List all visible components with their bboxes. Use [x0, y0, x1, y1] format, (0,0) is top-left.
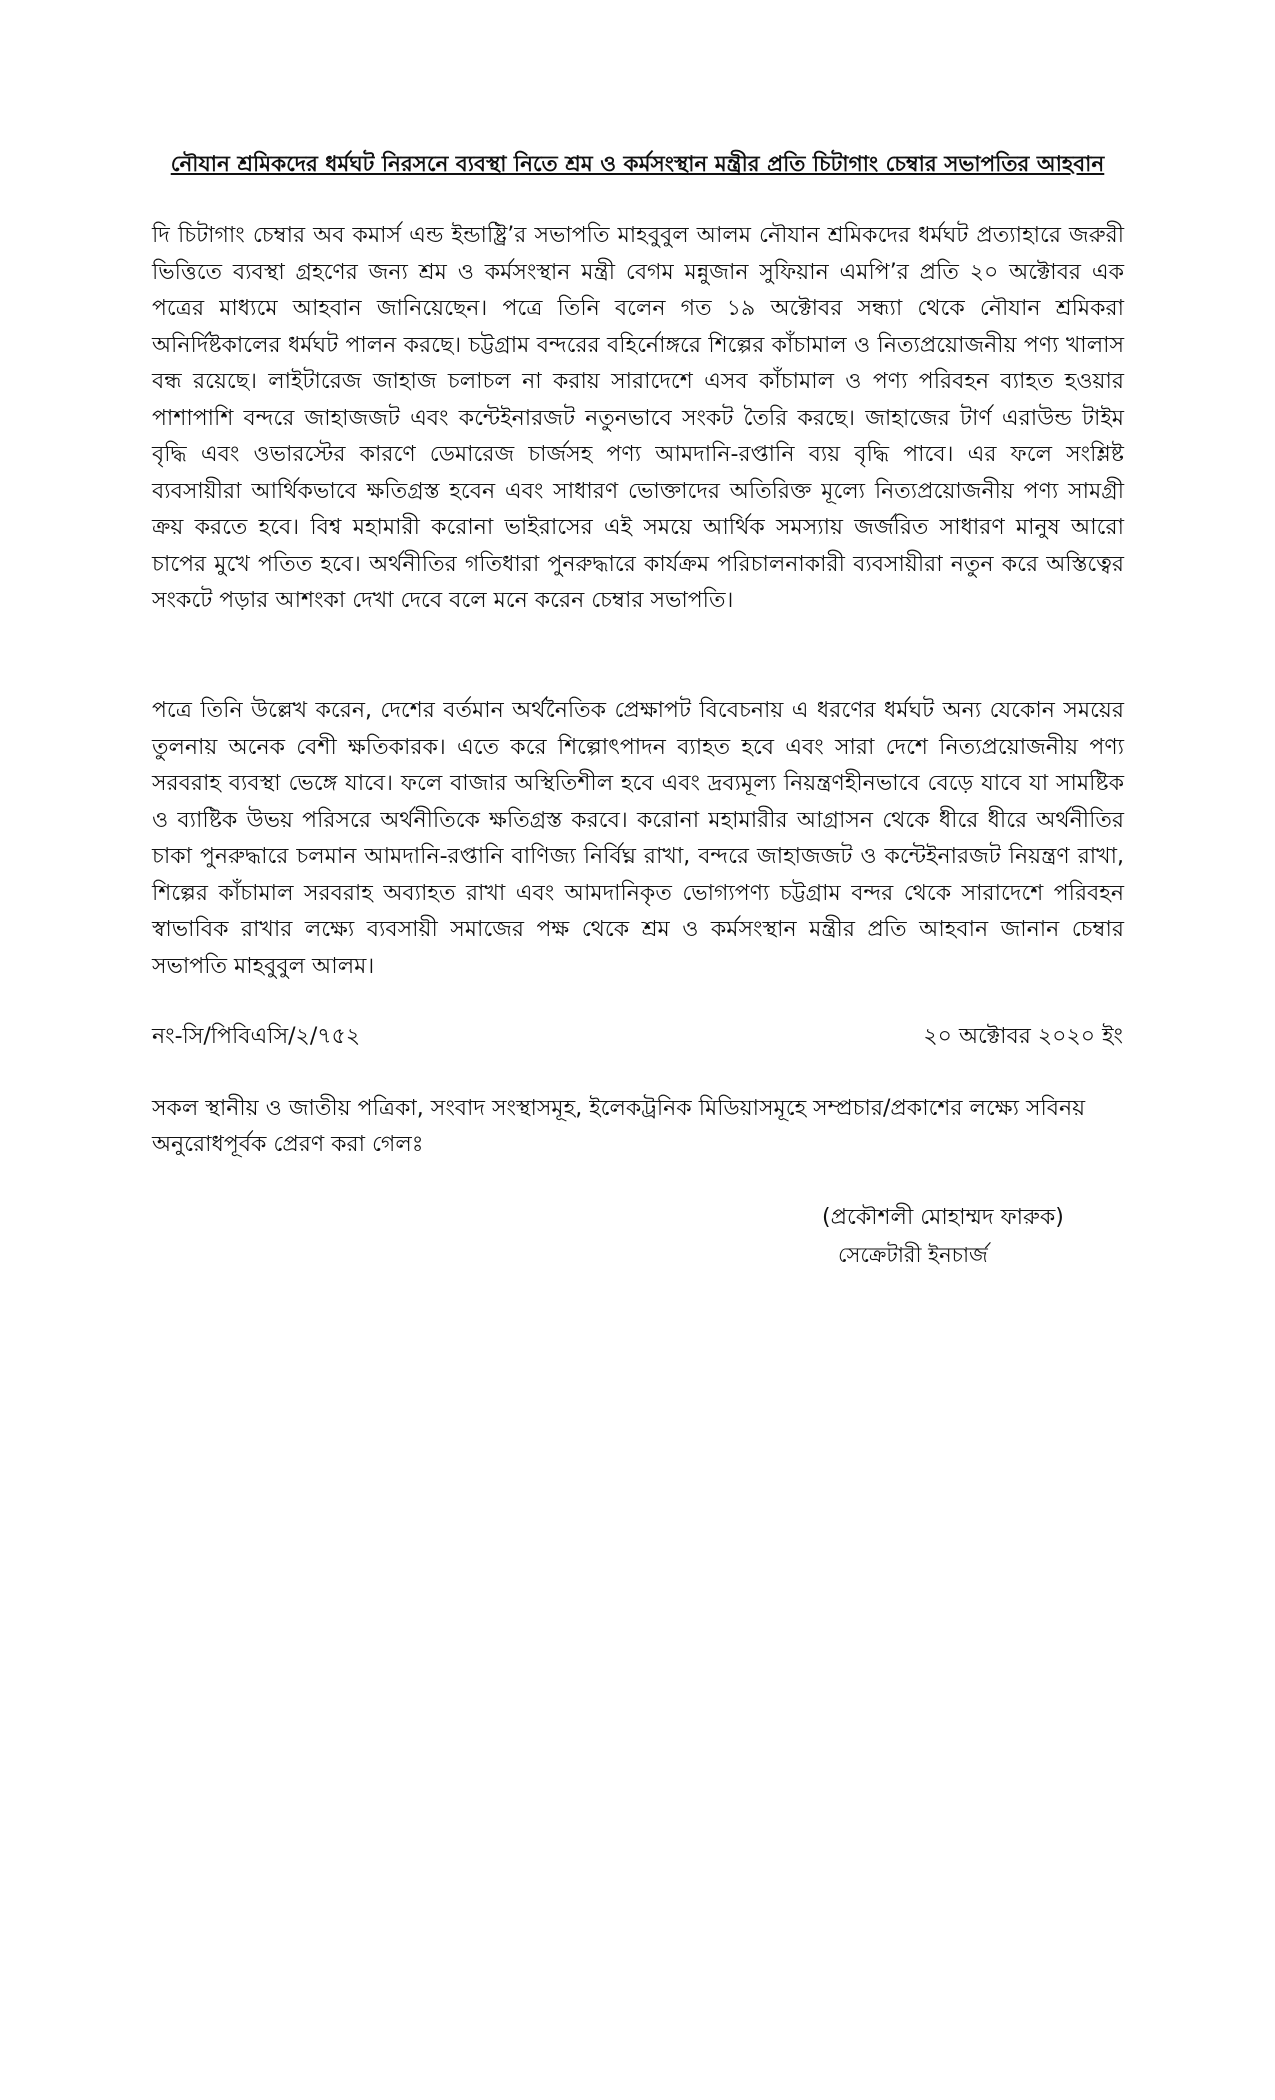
- body-paragraph-1: দি চিটাগাং চেম্বার অব কমার্স এন্ড ইন্ডাষ্ট্রি’র সভাপতি মাহবুবুল আলম নৌযান শ্রমিকদের ধর্মঘট প্রত্যাহারে জরুরী ভিত্তিতে ব্যবস্থা গ্রহণের জন্য শ্রম ও কর্মসংস্থান মন্ত্রী বেগম মন্নুজান সুফিয়ান এমপি’র প্রতি ২০ অক্টোবর এক পত্রের মাধ্যমে আহবান জানিয়েছেন। পত্রে তিনি বলেন গত ১৯ অক্টোবর সন্ধ্যা থেকে নৌযান শ্রমিকরা অনির্দিষ্টকালের ধর্মঘট পালন করছে। চট্টগ্রাম বন্দরের বহির্নোঙ্গরে শিল্পের কাঁচামাল ও নিত্যপ্রয়োজনীয় পণ্য খালাস বন্ধ রয়েছে। লাইটারেজ জাহাজ চলাচল না করায় সারাদেশে এসব কাঁচামাল ও পণ্য পরিবহন ব্যাহত হওয়ার পাশাপাশি বন্দরে জাহাজজট এবং কন্টেইনারজট নতুনভাবে সংকট তৈরি করছে। জাহাজের টার্ণ এরাউন্ড টাইম বৃদ্ধি এবং ওভারস্টের কারণে ডেমারেজ চার্জসহ পণ্য আমদানি-রপ্তানি ব্যয় বৃদ্ধি পাবে। এর ফলে সংশ্লিষ্ট ব্যবসায়ীরা আর্থিকভাবে ক্ষতিগ্রস্ত হবেন এবং সাধারণ ভোক্তাদের অতিরিক্ত মূল্যে নিত্যপ্রয়োজনীয় পণ্য সামগ্রী ক্রয় করতে হবে। বিশ্ব মহামারী করোনা ভাইরাসের এই সময়ে আর্থিক সমস্যায় জর্জরিত সাধারণ মানুষ আরো চাপের মুখে পতিত হবে। অর্থনীতির গতিধারা পুনরুদ্ধারে কার্যক্রম পরিচালনাকারী ব্যবসায়ীরা নতুন করে অস্তিত্বের সংকটে পড়ার আশংকা দেখা দেবে বলে মনে করেন চেম্বার সভাপতি।: [152, 223, 1124, 613]
- signer-name: (প্রকৌশলী মোহাম্মদ ফারুক): [822, 1205, 1064, 1230]
- document-title: নৌযান শ্রমিকদের ধর্মঘট নিরসনে ব্যবস্থা নিতে শ্রম ও কর্মসংস্থান মন্ত্রীর প্রতি চিটাগাং চেম্বার সভাপতির আহবান: [170, 152, 1105, 177]
- reference-number: নং-সি/পিবিএসি/২/৭৫২: [152, 1024, 361, 1049]
- document-date: ২০ অক্টোবর ২০২০ ইং: [923, 1024, 1123, 1049]
- signer-designation: সেক্রেটারী ইনচার্জ: [838, 1243, 988, 1267]
- distribution-request: সকল স্থানীয় ও জাতীয় পত্রিকা, সংবাদ সংস্থাসমূহ, ইলেকট্রনিক মিডিয়াসমূহে সম্প্রচার/প্রকাশের লক্ষ্যে সবিনয় অনুরোধপূর্বক প্রেরণ করা গেলঃ: [152, 1096, 1086, 1157]
- body-paragraph-2: পত্রে তিনি উল্লেখ করেন, দেশের বর্তমান অর্থনৈতিক প্রেক্ষাপট বিবেচনায় এ ধরণের ধর্মঘট অন্য যেকোন সময়ের তুলনায় অনেক বেশী ক্ষতিকারক। এতে করে শিল্পোৎপাদন ব্যাহত হবে এবং সারা দেশে নিত্যপ্রয়োজনীয় পণ্য সরবরাহ ব্যবস্থা ভেঙ্গে যাবে। ফলে বাজার অস্থিতিশীল হবে এবং দ্রব্যমূল্য নিয়ন্ত্রণহীনভাবে বেড়ে যাবে যা সামষ্টিক ও ব্যাষ্টিক উভয় পরিসরে অর্থনীতিকে ক্ষতিগ্রস্ত করবে। করোনা মহামারীর আগ্রাসন থেকে ধীরে ধীরে অর্থনীতির চাকা পুনরুদ্ধারে চলমান আমদানি-রপ্তানি বাণিজ্য নির্বিঘ্ন রাখা, বন্দরে জাহাজজট ও কন্টেইনারজট নিয়ন্ত্রণ রাখা, শিল্পের কাঁচামাল সরবরাহ অব্যাহত রাখা এবং আমদানিকৃত ভোগ্যপণ্য চট্টগ্রাম বন্দর থেকে সারাদেশে পরিবহন স্বাভাবিক রাখার লক্ষ্যে ব্যবসায়ী সমাজের পক্ষ থেকে শ্রম ও কর্মসংস্থান মন্ত্রীর প্রতি আহবান জানান চেম্বার সভাপতি মাহবুবুল আলম।: [152, 698, 1124, 979]
